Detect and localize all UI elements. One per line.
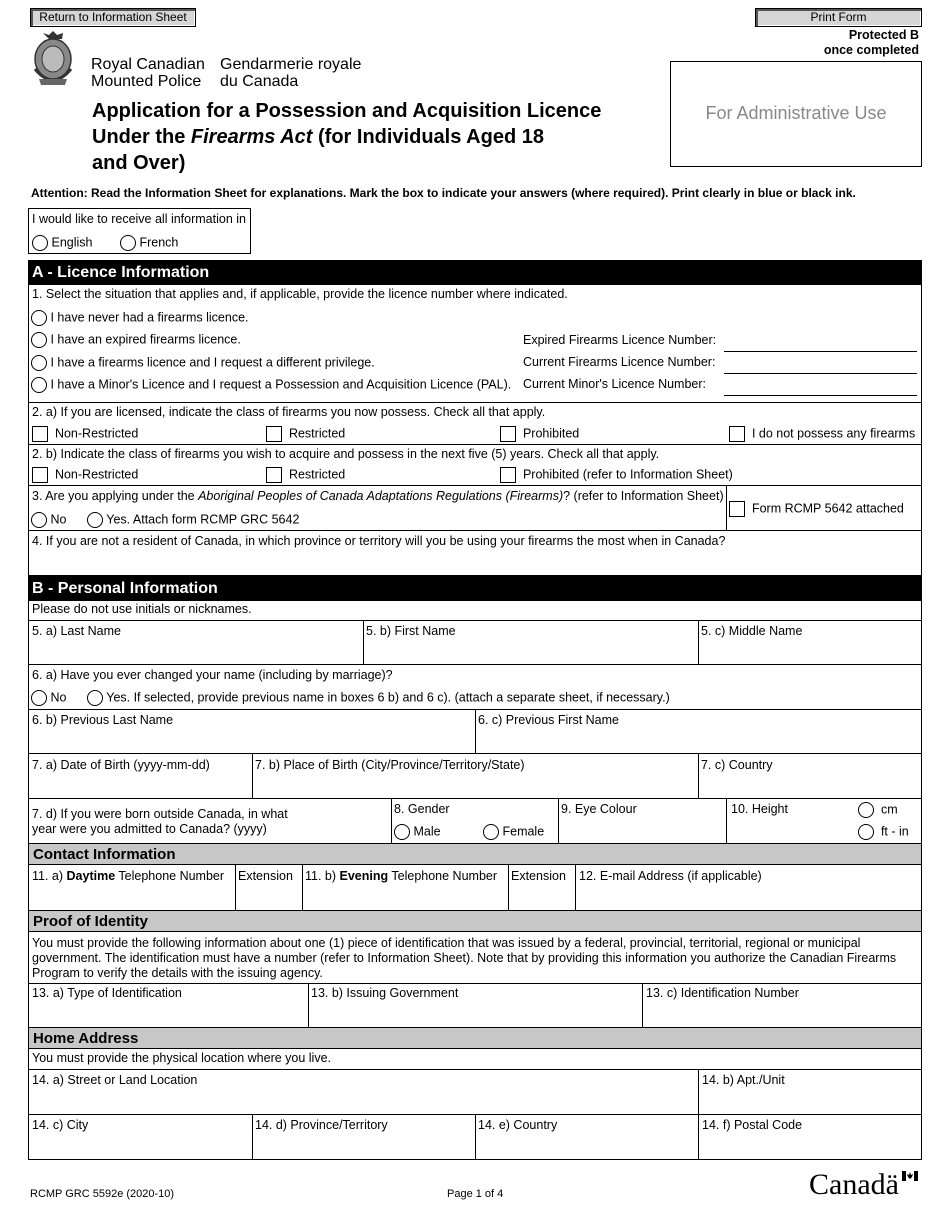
id-number-label: 13. c) Identification Number — [646, 986, 799, 1000]
row-6a-name-change — [28, 664, 922, 710]
form-title-line1: Application for a Possession and Acquisition Licence — [92, 100, 602, 122]
last-name-label: 5. a) Last Name — [32, 624, 121, 638]
eye-colour-label: 9. Eye Colour — [561, 802, 637, 816]
row-13-identification — [28, 983, 922, 1028]
q1-option-expired[interactable]: I have an expired firearms licence. — [31, 332, 241, 348]
q2a-prohibited[interactable]: Prohibited — [500, 426, 579, 442]
q6a-no-option[interactable]: No — [31, 690, 66, 706]
q2b-checkbox-2[interactable] — [266, 467, 282, 483]
rcmp-crest-icon — [29, 29, 77, 89]
q2b-checkbox-1[interactable] — [32, 467, 48, 483]
q1-radio-4[interactable] — [31, 377, 47, 393]
country-of-birth-label: 7. c) Country — [701, 758, 773, 772]
form-title-line3: and Over) — [92, 152, 186, 174]
gender-female-option[interactable]: Female — [483, 824, 544, 840]
administrative-use-box — [670, 61, 922, 167]
agency-name-fr-2: du Canada — [220, 73, 299, 90]
identity-text-row — [28, 931, 922, 984]
question-2a-text: 2. a) If you are licensed, indicate the class of firearms you now possess. Check all that apply. — [32, 405, 546, 419]
height-ft-in-option[interactable]: ft - in — [858, 824, 909, 840]
language-english-option[interactable]: English — [32, 235, 92, 251]
agency-name-en-1: Royal Canadian — [91, 56, 205, 73]
previous-first-name-label: 6. c) Previous First Name — [478, 713, 620, 727]
middle-name-label: 5. c) Middle Name — [701, 624, 803, 638]
row-14-city — [28, 1114, 922, 1160]
home-address-header: Home Address — [28, 1027, 922, 1049]
q3-yes-option[interactable]: Yes. Attach form RCMP GRC 5642 — [87, 512, 299, 528]
admission-year-label-1: 7. d) If you were born outside Canada, in what — [32, 807, 288, 821]
row-11-contact — [28, 864, 922, 911]
female-radio[interactable] — [483, 824, 499, 840]
gender-male-option[interactable]: Male — [394, 824, 441, 840]
q2a-non-restricted[interactable]: Non-Restricted — [32, 426, 138, 442]
ft-in-radio[interactable] — [858, 824, 874, 840]
q2b-checkbox-3[interactable] — [500, 467, 516, 483]
id-type-label: 13. a) Type of Identification — [32, 986, 182, 1000]
province-territory-label: 14. d) Province/Territory — [255, 1118, 388, 1132]
minor-licence-number-field[interactable] — [724, 395, 917, 396]
issuing-government-label: 13. b) Issuing Government — [311, 986, 459, 1000]
language-prompt: I would like to receive all information in — [32, 212, 246, 226]
question-4-block — [28, 530, 922, 576]
q2b-non-restricted[interactable]: Non-Restricted — [32, 467, 138, 483]
question-1-block — [28, 285, 922, 403]
question-2b-block — [28, 444, 922, 486]
print-form-button[interactable]: Print Form — [755, 8, 922, 27]
expired-licence-number-label: Expired Firearms Licence Number: — [523, 333, 717, 347]
q1-radio-2[interactable] — [31, 332, 47, 348]
question-3-text: 3. Are you applying under the Aboriginal Peoples of Canada Adaptations Regulations (Firearms)? (refer to Information Sheet) — [32, 489, 724, 503]
personal-info-note: Please do not use initials or nicknames. — [32, 602, 252, 616]
row-7d-to-10 — [28, 798, 922, 844]
english-radio[interactable] — [32, 235, 48, 251]
form-title-line2: Under the Firearms Act (for Individuals Aged 18 — [92, 126, 544, 148]
address-note: You must provide the physical location where you live. — [32, 1051, 332, 1065]
question-2b-text: 2. b) Indicate the class of firearms you wish to acquire and possess in the next five (5) years. Check all that apply. — [32, 447, 660, 461]
q2a-checkbox-4[interactable] — [729, 426, 745, 442]
agency-name-en-2: Mounted Police — [91, 73, 202, 90]
q3-no-option[interactable]: No — [31, 512, 66, 528]
address-country-label: 14. e) Country — [478, 1118, 558, 1132]
q1-option-different-privilege[interactable]: I have a firearms licence and I request a different privilege. — [31, 355, 375, 371]
gender-label: 8. Gender — [394, 802, 450, 816]
administrative-use-label: For Administrative Use — [705, 103, 887, 123]
height-label: 10. Height — [731, 802, 788, 816]
daytime-phone-label: 11. a) Daytime Telephone Number — [32, 869, 225, 883]
personal-info-note-row — [28, 601, 922, 621]
previous-last-name-label: 6. b) Previous Last Name — [32, 713, 174, 727]
question-3-block — [28, 485, 922, 531]
q6a-no-radio[interactable] — [31, 690, 47, 706]
page-number: Page 1 of 4 — [447, 1188, 504, 1200]
canada-wordmark: Canadä — [809, 1168, 899, 1201]
protected-label-line2: once completed — [823, 43, 919, 57]
daytime-extension-label: Extension — [238, 869, 293, 883]
form-identifier: RCMP GRC 5592e (2020-10) — [30, 1188, 175, 1200]
q6a-yes-option[interactable]: Yes. If selected, provide previous name in boxes 6 b) and 6 c). (attach a separate sheet, if necessary.) — [87, 690, 670, 706]
row-5-names — [28, 620, 922, 665]
protected-label: Protected B — [848, 28, 919, 42]
street-label: 14. a) Street or Land Location — [32, 1073, 198, 1087]
q1-radio-1[interactable] — [31, 310, 47, 326]
q2a-restricted[interactable]: Restricted — [266, 426, 345, 442]
row-7-birth — [28, 753, 922, 799]
address-note-row — [28, 1048, 922, 1070]
email-label: 12. E-mail Address (if applicable) — [579, 869, 762, 883]
identity-instructions: You must provide the following information about one (1) piece of identification that was issued by a federal, provincial, territorial, regional or municipal government. The identification must have a number (refer to Information Sheet). Note that by providing this information you authorize the Canadian Firearms Program to verify the details with the issuing agency. — [32, 936, 897, 980]
evening-extension-label: Extension — [511, 869, 566, 883]
attention-text: Attention: Read the Information Sheet for explanations. Mark the box to indicate your answers (where required). Print clearly in blue or black ink. — [31, 186, 856, 200]
row-14-street — [28, 1069, 922, 1115]
return-to-information-sheet-button[interactable]: Return to Information Sheet — [30, 8, 196, 27]
apt-unit-label: 14. b) Apt./Unit — [702, 1073, 785, 1087]
q3-no-radio[interactable] — [31, 512, 47, 528]
q2a-none[interactable]: I do not possess any firearms — [729, 426, 915, 442]
q2a-checkbox-1[interactable] — [32, 426, 48, 442]
row-6-previous-names — [28, 709, 922, 754]
q2b-restricted[interactable]: Restricted — [266, 467, 345, 483]
date-of-birth-label: 7. a) Date of Birth (yyyy-mm-dd) — [32, 758, 210, 772]
q6a-yes-radio[interactable] — [87, 690, 103, 706]
male-radio[interactable] — [394, 824, 410, 840]
evening-phone-label: 11. b) Evening Telephone Number — [305, 869, 498, 883]
question-1-text: 1. Select the situation that applies and, if applicable, provide the licence number where indicated. — [32, 287, 568, 301]
section-a-header: A - Licence Information — [28, 260, 922, 285]
q1-option-minor-licence[interactable]: I have a Minor's Licence and I request a Possession and Acquisition Licence (PAL). — [31, 377, 511, 393]
q2a-checkbox-2[interactable] — [266, 426, 282, 442]
expired-licence-number-field[interactable] — [724, 351, 917, 352]
postal-code-label: 14. f) Postal Code — [702, 1118, 803, 1132]
agency-name-fr-1: Gendarmerie royale — [220, 56, 362, 73]
canada-flag-icon — [902, 1170, 918, 1180]
q2a-checkbox-3[interactable] — [500, 426, 516, 442]
question-6a-text: 6. a) Have you ever changed your name (including by marriage)? — [32, 668, 393, 682]
q1-radio-3[interactable] — [31, 355, 47, 371]
place-of-birth-label: 7. b) Place of Birth (City/Province/Territory/State) — [255, 758, 525, 772]
french-radio[interactable] — [120, 235, 136, 251]
q1-option-never-licensed[interactable]: I have never had a firearms licence. — [31, 310, 249, 326]
question-4-text: 4. If you are not a resident of Canada, in which province or territory will you be using your firearms the most when in Canada? — [32, 534, 726, 548]
proof-of-identity-header: Proof of Identity — [28, 910, 922, 932]
language-french-option[interactable]: French — [120, 235, 178, 251]
current-licence-number-label: Current Firearms Licence Number: — [523, 355, 716, 369]
q3-yes-radio[interactable] — [87, 512, 103, 528]
contact-information-header: Contact Information — [28, 843, 922, 865]
q3-attached-checkbox[interactable] — [729, 501, 745, 517]
height-cm-option[interactable]: cm — [858, 802, 898, 818]
question-2a-block — [28, 402, 922, 445]
cm-radio[interactable] — [858, 802, 874, 818]
language-preference-box — [28, 208, 251, 254]
minor-licence-number-label: Current Minor's Licence Number: — [523, 377, 707, 391]
section-b-header: B - Personal Information — [28, 576, 922, 601]
current-licence-number-field[interactable] — [724, 373, 917, 374]
q3-form-attached[interactable]: Form RCMP 5642 attached — [729, 501, 904, 517]
first-name-label: 5. b) First Name — [366, 624, 456, 638]
city-label: 14. c) City — [32, 1118, 89, 1132]
q2b-prohibited[interactable]: Prohibited (refer to Information Sheet) — [500, 467, 733, 483]
admission-year-label-2: year were you admitted to Canada? (yyyy) — [32, 822, 267, 836]
